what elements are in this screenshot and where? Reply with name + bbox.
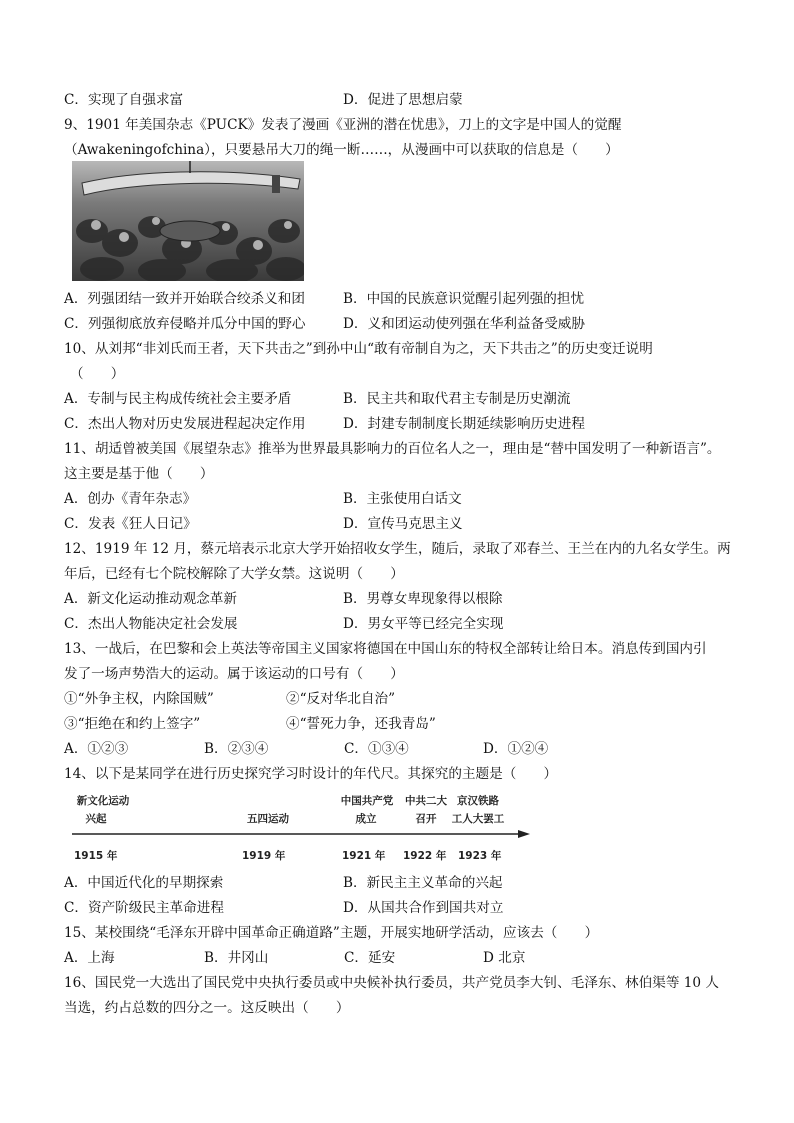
timeline-event-1-line1: 新文化运动 — [76, 795, 130, 807]
q15-stem: 15、某校围绕“毛泽东开辟中国革命正确道路”主题，开展实地研学活动，应该去（ ） — [64, 925, 599, 941]
q11-stem-line2: 这主要是基于他（ ） — [64, 466, 214, 482]
q9-stem-line1: 9、1901 年美国杂志《PUCK》发表了漫画《亚洲的潜在忧患》，刀上的文字是中国人的觉醒 — [64, 117, 622, 133]
q13-stem-line1: 13、一战后，在巴黎和会上英法等帝国主义国家将德国在中国山东的特权全部转让给日本。消息传到国内引 — [64, 641, 707, 657]
q11-option-c: C．发表《狂人日记》 — [64, 516, 197, 532]
q12-option-d: D．男女平等已经完全实现 — [343, 616, 504, 632]
q11-option-a: A．创办《青年杂志》 — [64, 491, 197, 507]
q9-option-a: A．列强团结一致并开始联合绞杀义和团 — [64, 291, 305, 307]
q9-option-d: D．义和团运动使列强在华利益备受威胁 — [343, 316, 585, 332]
q8-option-c: C．实现了自强求富 — [64, 92, 184, 108]
timeline-arrow — [518, 830, 530, 838]
q13-option-a: A．①②③ — [64, 741, 129, 757]
q13-item-3: ③“拒绝在和约上签字” — [64, 716, 201, 732]
timeline-event-3-line1: 中国共产党 — [340, 795, 394, 807]
q14-option-a: A．中国近代化的早期探索 — [64, 875, 224, 891]
q9-stem-line2: （Awakeningofchina），只要悬吊大刀的绳一断……，从漫画中可以获取的信息是（ ） — [64, 142, 619, 158]
q9-cartoon-image — [72, 161, 304, 281]
q12-stem-line2: 年后，已经有七个院校解除了大学女禁。这说明（ ） — [64, 566, 404, 582]
timeline-year-3: 1921 年 — [342, 850, 386, 862]
timeline-event-1-line2: 兴起 — [85, 813, 107, 825]
q14-option-c: C．资产阶级民主革命进程 — [64, 900, 224, 916]
q14-stem: 14、以下是某同学在进行历史探究学习时设计的年代尺。其探究的主题是（ ） — [64, 766, 558, 782]
q10-option-c: C．杰出人物对历史发展进程起决定作用 — [64, 416, 306, 432]
timeline-year-5: 1923 年 — [458, 850, 502, 862]
q13-item-1: ①“外争主权，内除国贼” — [64, 691, 214, 707]
q15-option-b: B．井冈山 — [204, 950, 269, 966]
q10-option-a: A．专制与民主构成传统社会主要矛盾 — [64, 391, 292, 407]
q13-option-c: C．①③④ — [344, 741, 409, 757]
q14-timeline — [72, 792, 532, 864]
q11-option-d: D．宣传马克思主义 — [343, 516, 463, 532]
q13-stem-line2: 发了一场声势浩大的运动。属于该运动的口号有（ ） — [64, 666, 404, 682]
q8-option-d: D．促进了思想启蒙 — [343, 92, 463, 108]
timeline-year-1: 1915 年 — [74, 850, 118, 862]
q16-stem-line2: 当选，约占总数的四分之一。这反映出（ ） — [64, 1000, 350, 1016]
q11-option-b: B．主张使用白话文 — [343, 491, 462, 507]
q14-option-b: B．新民主主义革命的兴起 — [343, 875, 503, 891]
q15-option-c: C．延安 — [344, 950, 396, 966]
q10-stem-line1: 10、从刘邦“非刘氏而王者，天下共击之”到孙中山“敢有帝制自为之，天下共击之”的历史变迁说明 — [64, 341, 653, 357]
q14-option-d: D．从国共合作到国共对立 — [343, 900, 504, 916]
cartoon-illustration — [72, 161, 304, 281]
q13-item-4: ④“誓死力争，还我青岛” — [286, 716, 436, 732]
timeline-event-5-line1: 京汉铁路 — [457, 795, 499, 807]
timeline-event-5-line2: 工人大罢工 — [451, 813, 505, 825]
q12-stem-line1: 12、1919 年 12 月，蔡元培表示北京大学开始招收女学生，随后，录取了邓春兰、王兰在内的九名女学生。两 — [64, 541, 731, 557]
timeline-event-2-line2: 五四运动 — [247, 813, 289, 825]
q12-option-c: C．杰出人物能决定社会发展 — [64, 616, 238, 632]
q15-option-a: A．上海 — [64, 950, 115, 966]
q12-option-a: A．新文化运动推动观念革新 — [64, 591, 237, 607]
timeline-year-2: 1919 年 — [242, 850, 286, 862]
q15-option-d: D 北京 — [483, 950, 526, 966]
q10-option-d: D．封建专制制度长期延续影响历史进程 — [343, 416, 585, 432]
timeline-year-4: 1922 年 — [403, 850, 447, 862]
timeline-event-4-line1: 中共二大 — [405, 795, 447, 807]
timeline-event-3-line2: 成立 — [355, 813, 377, 825]
timeline-event-4-line2: 召开 — [415, 813, 437, 825]
q9-option-c: C．列强彻底放弃侵略并瓜分中国的野心 — [64, 316, 306, 332]
q13-option-d: D．①②④ — [483, 741, 549, 757]
q13-item-2: ②“反对华北自治” — [286, 691, 396, 707]
q13-option-b: B．②③④ — [204, 741, 269, 757]
q16-stem-line1: 16、国民党一大选出了国民党中央执行委员或中央候补执行委员，共产党员李大钊、毛泽东、林伯渠等 10 人 — [64, 975, 719, 991]
q9-option-b: B．中国的民族意识觉醒引起列强的担忧 — [343, 291, 585, 307]
q11-stem-line1: 11、胡适曾被美国《展望杂志》推举为世界最具影响力的百位名人之一，理由是“替中国发明了一种新语言”。 — [64, 441, 721, 457]
q10-stem-line2: （ ） — [70, 366, 125, 382]
q10-option-b: B．民主共和取代君主专制是历史潮流 — [343, 391, 571, 407]
q12-option-b: B．男尊女卑现象得以根除 — [343, 591, 503, 607]
